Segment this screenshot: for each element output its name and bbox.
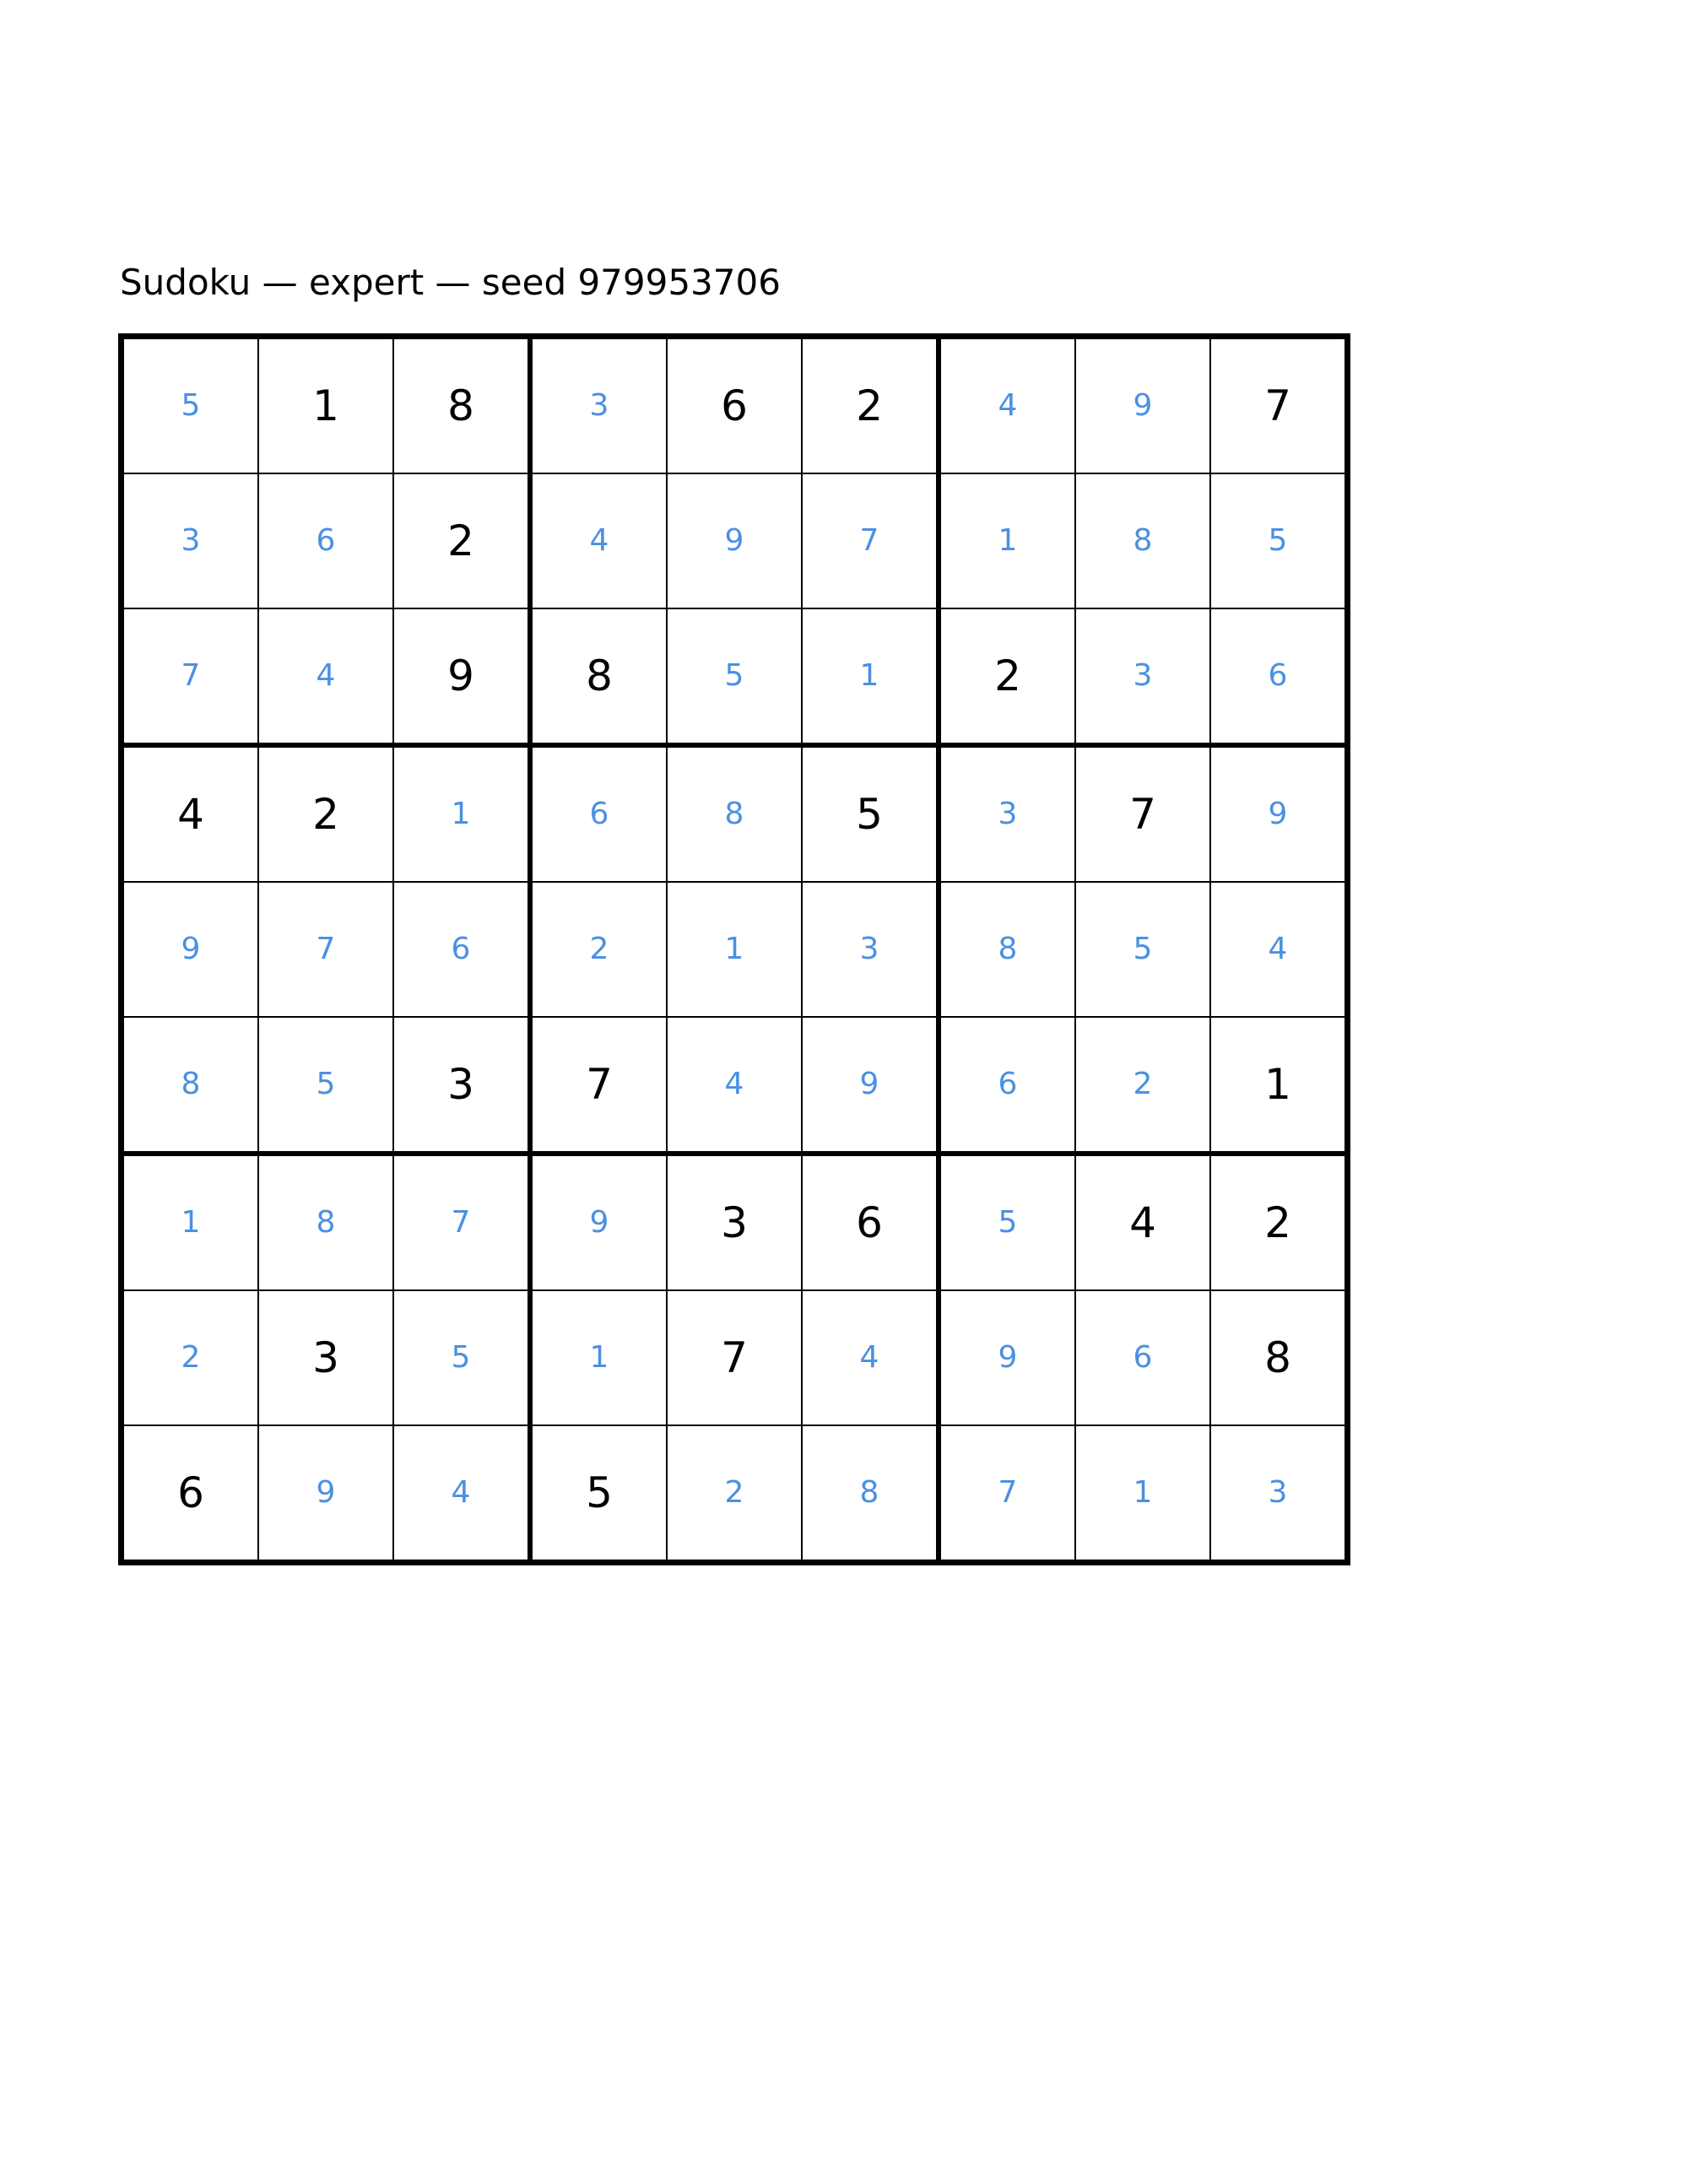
solved-value: 2 <box>181 1340 201 1375</box>
sudoku-cell-r8c3[interactable] <box>393 1290 530 1425</box>
sudoku-cell-r3c5[interactable] <box>667 608 802 745</box>
given-value: 3 <box>721 1198 748 1247</box>
given-value: 2 <box>856 381 883 430</box>
solved-value: 3 <box>1133 658 1153 693</box>
solved-value: 7 <box>181 658 201 693</box>
sudoku-cell-r5c4[interactable] <box>530 882 667 1017</box>
solved-value: 6 <box>1133 1340 1153 1375</box>
sudoku-cell-r1c6[interactable] <box>802 337 939 474</box>
solved-value: 5 <box>1268 523 1288 558</box>
solved-value: 6 <box>998 1067 1018 1101</box>
sudoku-cell-r5c6[interactable] <box>802 882 939 1017</box>
solved-value: 5 <box>1133 932 1153 966</box>
given-value: 2 <box>312 790 339 839</box>
sudoku-cell-r2c7[interactable] <box>939 473 1075 608</box>
solved-value: 4 <box>1268 932 1288 966</box>
sudoku-cell-r3c6[interactable] <box>802 608 939 745</box>
given-value: 2 <box>994 651 1021 700</box>
given-value: 9 <box>447 651 474 700</box>
sudoku-cell-r4c5[interactable] <box>667 745 802 882</box>
solved-value: 5 <box>451 1340 471 1375</box>
sudoku-cell-r4c2[interactable] <box>258 745 393 882</box>
given-value: 2 <box>447 516 474 565</box>
solved-value: 1 <box>451 797 471 831</box>
sudoku-cell-r8c5[interactable] <box>667 1290 802 1425</box>
sudoku-cell-r1c1[interactable] <box>122 337 259 474</box>
sudoku-cell-r3c1[interactable] <box>122 608 259 745</box>
sudoku-cell-r5c1[interactable] <box>122 882 259 1017</box>
sudoku-cell-r6c8[interactable] <box>1075 1017 1210 1154</box>
solved-value: 6 <box>589 797 609 831</box>
given-value: 4 <box>177 790 204 839</box>
sudoku-cell-r9c5[interactable] <box>667 1425 802 1563</box>
sudoku-cell-r5c7[interactable] <box>939 882 1075 1017</box>
solved-value: 9 <box>1268 797 1288 831</box>
given-value: 7 <box>721 1333 748 1382</box>
solved-value: 9 <box>859 1067 879 1101</box>
sudoku-cell-r9c2[interactable] <box>258 1425 393 1563</box>
sudoku-cell-r6c4[interactable] <box>530 1017 667 1154</box>
sudoku-cell-r3c9[interactable] <box>1210 608 1348 745</box>
solved-value: 8 <box>859 1475 879 1510</box>
sudoku-cell-r5c8[interactable] <box>1075 882 1210 1017</box>
solved-value: 4 <box>589 523 609 558</box>
given-value: 7 <box>586 1060 613 1109</box>
sudoku-cell-r5c3[interactable] <box>393 882 530 1017</box>
sudoku-row <box>122 1425 1348 1563</box>
sudoku-cell-r7c6[interactable] <box>802 1154 939 1290</box>
sudoku-row <box>122 608 1348 745</box>
sudoku-cell-r1c7[interactable] <box>939 337 1075 474</box>
sudoku-cell-r2c3[interactable] <box>393 473 530 608</box>
sudoku-cell-r6c9[interactable] <box>1210 1017 1348 1154</box>
sudoku-row <box>122 337 1348 474</box>
solved-value: 6 <box>316 523 336 558</box>
sudoku-cell-r3c7[interactable] <box>939 608 1075 745</box>
given-value: 1 <box>312 381 339 430</box>
sudoku-cell-r4c1[interactable] <box>122 745 259 882</box>
sudoku-cell-r3c3[interactable] <box>393 608 530 745</box>
given-value: 6 <box>177 1468 204 1517</box>
sudoku-cell-r5c9[interactable] <box>1210 882 1348 1017</box>
solved-value: 7 <box>998 1475 1018 1510</box>
sudoku-board-container <box>118 262 1350 1565</box>
sudoku-cell-r6c5[interactable] <box>667 1017 802 1154</box>
solved-value: 8 <box>1133 523 1153 558</box>
sudoku-cell-r8c2[interactable] <box>258 1290 393 1425</box>
given-value: 3 <box>447 1060 474 1109</box>
sudoku-cell-r2c5[interactable] <box>667 473 802 608</box>
sudoku-row <box>122 1290 1348 1425</box>
sudoku-cell-r6c2[interactable] <box>258 1017 393 1154</box>
solved-value: 2 <box>1133 1067 1153 1101</box>
solved-value: 4 <box>451 1475 471 1510</box>
solved-value: 6 <box>451 932 471 966</box>
solved-value: 3 <box>181 523 201 558</box>
sudoku-row <box>122 1017 1348 1154</box>
given-value: 2 <box>1264 1198 1291 1247</box>
sudoku-cell-r3c2[interactable] <box>258 608 393 745</box>
solved-value: 9 <box>316 1475 336 1510</box>
sudoku-cell-r1c8[interactable] <box>1075 337 1210 474</box>
given-value: 6 <box>721 381 748 430</box>
solved-value: 7 <box>451 1205 471 1240</box>
solved-value: 8 <box>316 1205 336 1240</box>
page-title: Sudoku — expert — seed 979953706 <box>120 262 781 303</box>
sudoku-cell-r9c9[interactable] <box>1210 1425 1348 1563</box>
solved-value: 3 <box>1268 1475 1288 1510</box>
given-value: 5 <box>586 1468 613 1517</box>
given-value: 5 <box>856 790 883 839</box>
sudoku-cell-r8c6[interactable] <box>802 1290 939 1425</box>
solved-value: 1 <box>589 1340 609 1375</box>
sudoku-grid[interactable] <box>118 333 1350 1565</box>
sudoku-cell-r1c4[interactable] <box>530 337 667 474</box>
solved-value: 3 <box>859 932 879 966</box>
sudoku-cell-r7c5[interactable] <box>667 1154 802 1290</box>
sudoku-cell-r2c2[interactable] <box>258 473 393 608</box>
sudoku-cell-r3c4[interactable] <box>530 608 667 745</box>
solved-value: 7 <box>316 932 336 966</box>
sudoku-cell-r9c6[interactable] <box>802 1425 939 1563</box>
sudoku-cell-r5c5[interactable] <box>667 882 802 1017</box>
solved-value: 5 <box>316 1067 336 1101</box>
solved-value: 9 <box>998 1340 1018 1375</box>
solved-value: 5 <box>724 658 744 693</box>
solved-value: 9 <box>724 523 744 558</box>
solved-value: 9 <box>181 932 201 966</box>
sudoku-cell-r7c2[interactable] <box>258 1154 393 1290</box>
given-value: 4 <box>1129 1198 1156 1247</box>
solved-value: 8 <box>724 797 744 831</box>
sudoku-cell-r2c8[interactable] <box>1075 473 1210 608</box>
sudoku-cell-r7c8[interactable] <box>1075 1154 1210 1290</box>
sudoku-cell-r1c5[interactable] <box>667 337 802 474</box>
solved-value: 4 <box>724 1067 744 1101</box>
sudoku-cell-r4c9[interactable] <box>1210 745 1348 882</box>
sudoku-cell-r1c3[interactable] <box>393 337 530 474</box>
solved-value: 4 <box>998 388 1018 423</box>
sudoku-cell-r7c7[interactable] <box>939 1154 1075 1290</box>
sudoku-row <box>122 745 1348 882</box>
sudoku-cell-r6c6[interactable] <box>802 1017 939 1154</box>
sudoku-row <box>122 1154 1348 1290</box>
given-value: 8 <box>586 651 613 700</box>
solved-value: 8 <box>998 932 1018 966</box>
given-value: 7 <box>1129 790 1156 839</box>
sudoku-cell-r1c9[interactable] <box>1210 337 1348 474</box>
sudoku-cell-r1c2[interactable] <box>258 337 393 474</box>
sudoku-cell-r2c6[interactable] <box>802 473 939 608</box>
given-value: 8 <box>447 381 474 430</box>
solved-value: 6 <box>1268 658 1288 693</box>
sudoku-cell-r2c1[interactable] <box>122 473 259 608</box>
sudoku-row <box>122 882 1348 1017</box>
solved-value: 3 <box>998 797 1018 831</box>
solved-value: 5 <box>181 388 201 423</box>
solved-value: 1 <box>998 523 1018 558</box>
sudoku-cell-r7c1[interactable] <box>122 1154 259 1290</box>
sudoku-cell-r6c7[interactable] <box>939 1017 1075 1154</box>
sudoku-cell-r9c8[interactable] <box>1075 1425 1210 1563</box>
sudoku-cell-r5c2[interactable] <box>258 882 393 1017</box>
sudoku-cell-r8c9[interactable] <box>1210 1290 1348 1425</box>
sudoku-cell-r8c8[interactable] <box>1075 1290 1210 1425</box>
solved-value: 2 <box>589 932 609 966</box>
solved-value: 4 <box>859 1340 879 1375</box>
solved-value: 1 <box>724 932 744 966</box>
solved-value: 3 <box>589 388 609 423</box>
sudoku-cell-r8c4[interactable] <box>530 1290 667 1425</box>
sudoku-cell-r4c3[interactable] <box>393 745 530 882</box>
sudoku-cell-r9c4[interactable] <box>530 1425 667 1563</box>
sudoku-cell-r7c9[interactable] <box>1210 1154 1348 1290</box>
sudoku-cell-r7c4[interactable] <box>530 1154 667 1290</box>
given-value: 8 <box>1264 1333 1291 1382</box>
solved-value: 1 <box>1133 1475 1153 1510</box>
given-value: 1 <box>1264 1060 1291 1109</box>
solved-value: 8 <box>181 1067 201 1101</box>
sudoku-cell-r6c3[interactable] <box>393 1017 530 1154</box>
solved-value: 7 <box>859 523 879 558</box>
solved-value: 9 <box>589 1205 609 1240</box>
sudoku-cell-r4c7[interactable] <box>939 745 1075 882</box>
sudoku-cell-r9c7[interactable] <box>939 1425 1075 1563</box>
given-value: 6 <box>856 1198 883 1247</box>
given-value: 3 <box>312 1333 339 1382</box>
sudoku-cell-r4c4[interactable] <box>530 745 667 882</box>
sudoku-cell-r8c7[interactable] <box>939 1290 1075 1425</box>
sudoku-cell-r2c9[interactable] <box>1210 473 1348 608</box>
solved-value: 9 <box>1133 388 1153 423</box>
sudoku-cell-r3c8[interactable] <box>1075 608 1210 745</box>
sudoku-cell-r8c1[interactable] <box>122 1290 259 1425</box>
sudoku-cell-r9c1[interactable] <box>122 1425 259 1563</box>
solved-value: 4 <box>316 658 336 693</box>
sudoku-cell-r6c1[interactable] <box>122 1017 259 1154</box>
given-value: 7 <box>1264 381 1291 430</box>
sudoku-row <box>122 473 1348 608</box>
sudoku-cell-r4c6[interactable] <box>802 745 939 882</box>
sudoku-cell-r9c3[interactable] <box>393 1425 530 1563</box>
solved-value: 5 <box>998 1205 1018 1240</box>
solved-value: 1 <box>859 658 879 693</box>
solved-value: 2 <box>724 1475 744 1510</box>
sudoku-cell-r7c3[interactable] <box>393 1154 530 1290</box>
sudoku-cell-r2c4[interactable] <box>530 473 667 608</box>
sudoku-cell-r4c8[interactable] <box>1075 745 1210 882</box>
solved-value: 1 <box>181 1205 201 1240</box>
